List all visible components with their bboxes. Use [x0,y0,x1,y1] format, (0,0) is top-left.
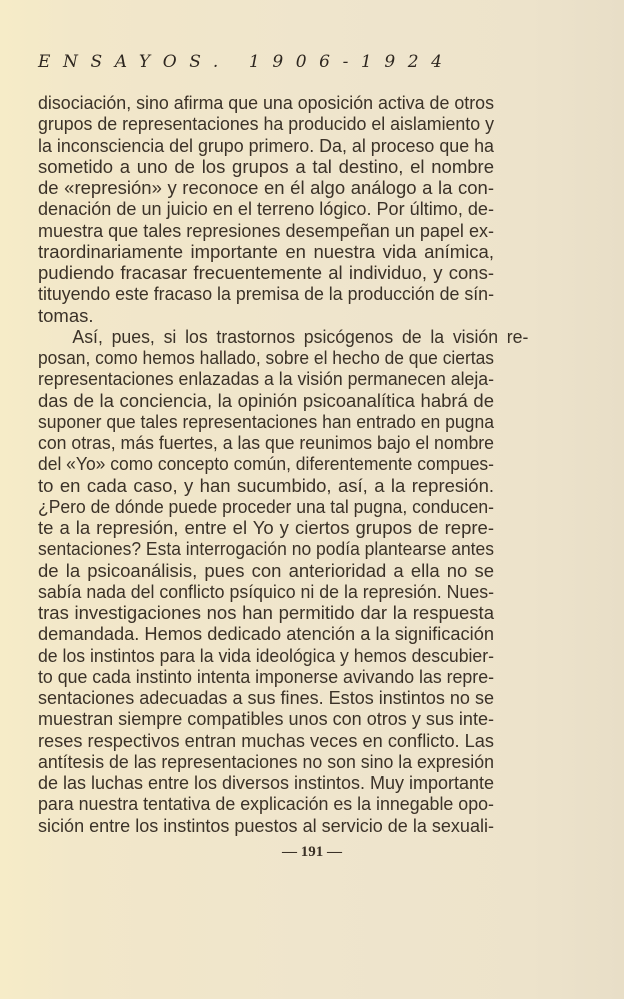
text-line: representaciones enlazadas a la visión permanecen aleja- [38,368,494,390]
text-line: tituyendo este fracaso la premisa de la producción de sín- [38,283,494,305]
text-line: das de la conciencia, la opinión psicoanalítica habrá de [38,389,494,411]
running-head: ENSAYOS. 1906-1924 [38,52,455,72]
text-line: de la psicoanálisis, pues con anterioridad a ella no se [38,559,494,581]
text-line: muestran siempre compatibles unos con otros y sus inte- [38,708,494,730]
body-text [38,92,529,836]
text-line: demandada. Hemos dedicado atención a la significación [38,623,494,645]
text-line: muestra que tales represiones desempeñan un papel ex- [38,219,494,241]
paragraph-start-line: Así, pues, si los trastornos psicógenos de la visión re- [72,325,529,347]
text-line: de los instintos para la vida ideológica y hemos descubier- [38,644,494,666]
text-line: de «represión» y reconoce en él algo análogo a la con- [38,177,494,198]
text-line: tras investigaciones nos han permitido dar la respuesta [38,602,494,623]
text-line: sabía nada del conflicto psíquico ni de la represión. Nues- [38,580,494,602]
text-line: pudiendo fracasar frecuentemente al individuo, y cons- [38,262,494,283]
text-line: tomas. [38,304,94,326]
text-line: sometido a uno de los grupos a tal destino, el nombre [38,155,494,177]
text-line: sentaciones? Esta interrogación no podía plantearse antes [38,538,494,560]
text-line: la inconsciencia del grupo primero. Da, al proceso que ha [38,134,494,156]
text-line: disociación, sino afirma que una oposición activa de otros [38,92,494,113]
text-line: te a la represión, entre el Yo y ciertos grupos de repre- [38,517,494,538]
text-line: sición entre los instintos puestos al servicio de la sexuali- [38,814,494,836]
page-number: — 191 — [282,844,342,860]
text-line: sentaciones adecuadas a sus fines. Estos instintos no se [38,687,494,708]
text-line: de las luchas entre los diversos instintos. Muy importante [38,772,494,793]
text-line: grupos de representaciones ha producido el aislamiento y [38,113,494,135]
text-line: traordinariamente importante en nuestra vida anímica, [38,240,494,262]
text-line: posan, como hemos hallado, sobre el hecho de que ciertas [38,347,494,368]
text-line: ¿Pero de dónde puede proceder una tal pugna, conducen- [38,495,494,517]
text-line: antítesis de las representaciones no son sino la expresión [38,750,494,772]
text-line: con otras, más fuertes, a las que reunimos bajo el nombre [38,432,494,453]
text-line: to en cada caso, y han sucumbido, así, a la represión. [38,474,494,496]
text-line: suponer que tales representaciones han entrado en pugna [38,410,494,432]
text-line: denación de un juicio en el terreno lógico. Por último, de- [38,198,494,220]
text-line: del «Yo» como concepto común, diferentemente compues- [38,453,494,475]
text-line: reses respectivos entran muchas veces en conflicto. Las [38,729,494,751]
text-line: to que cada instinto intenta imponerse avivando las repre- [38,665,494,687]
text-line: para nuestra tentativa de explicación es la innegable opo- [38,793,494,815]
